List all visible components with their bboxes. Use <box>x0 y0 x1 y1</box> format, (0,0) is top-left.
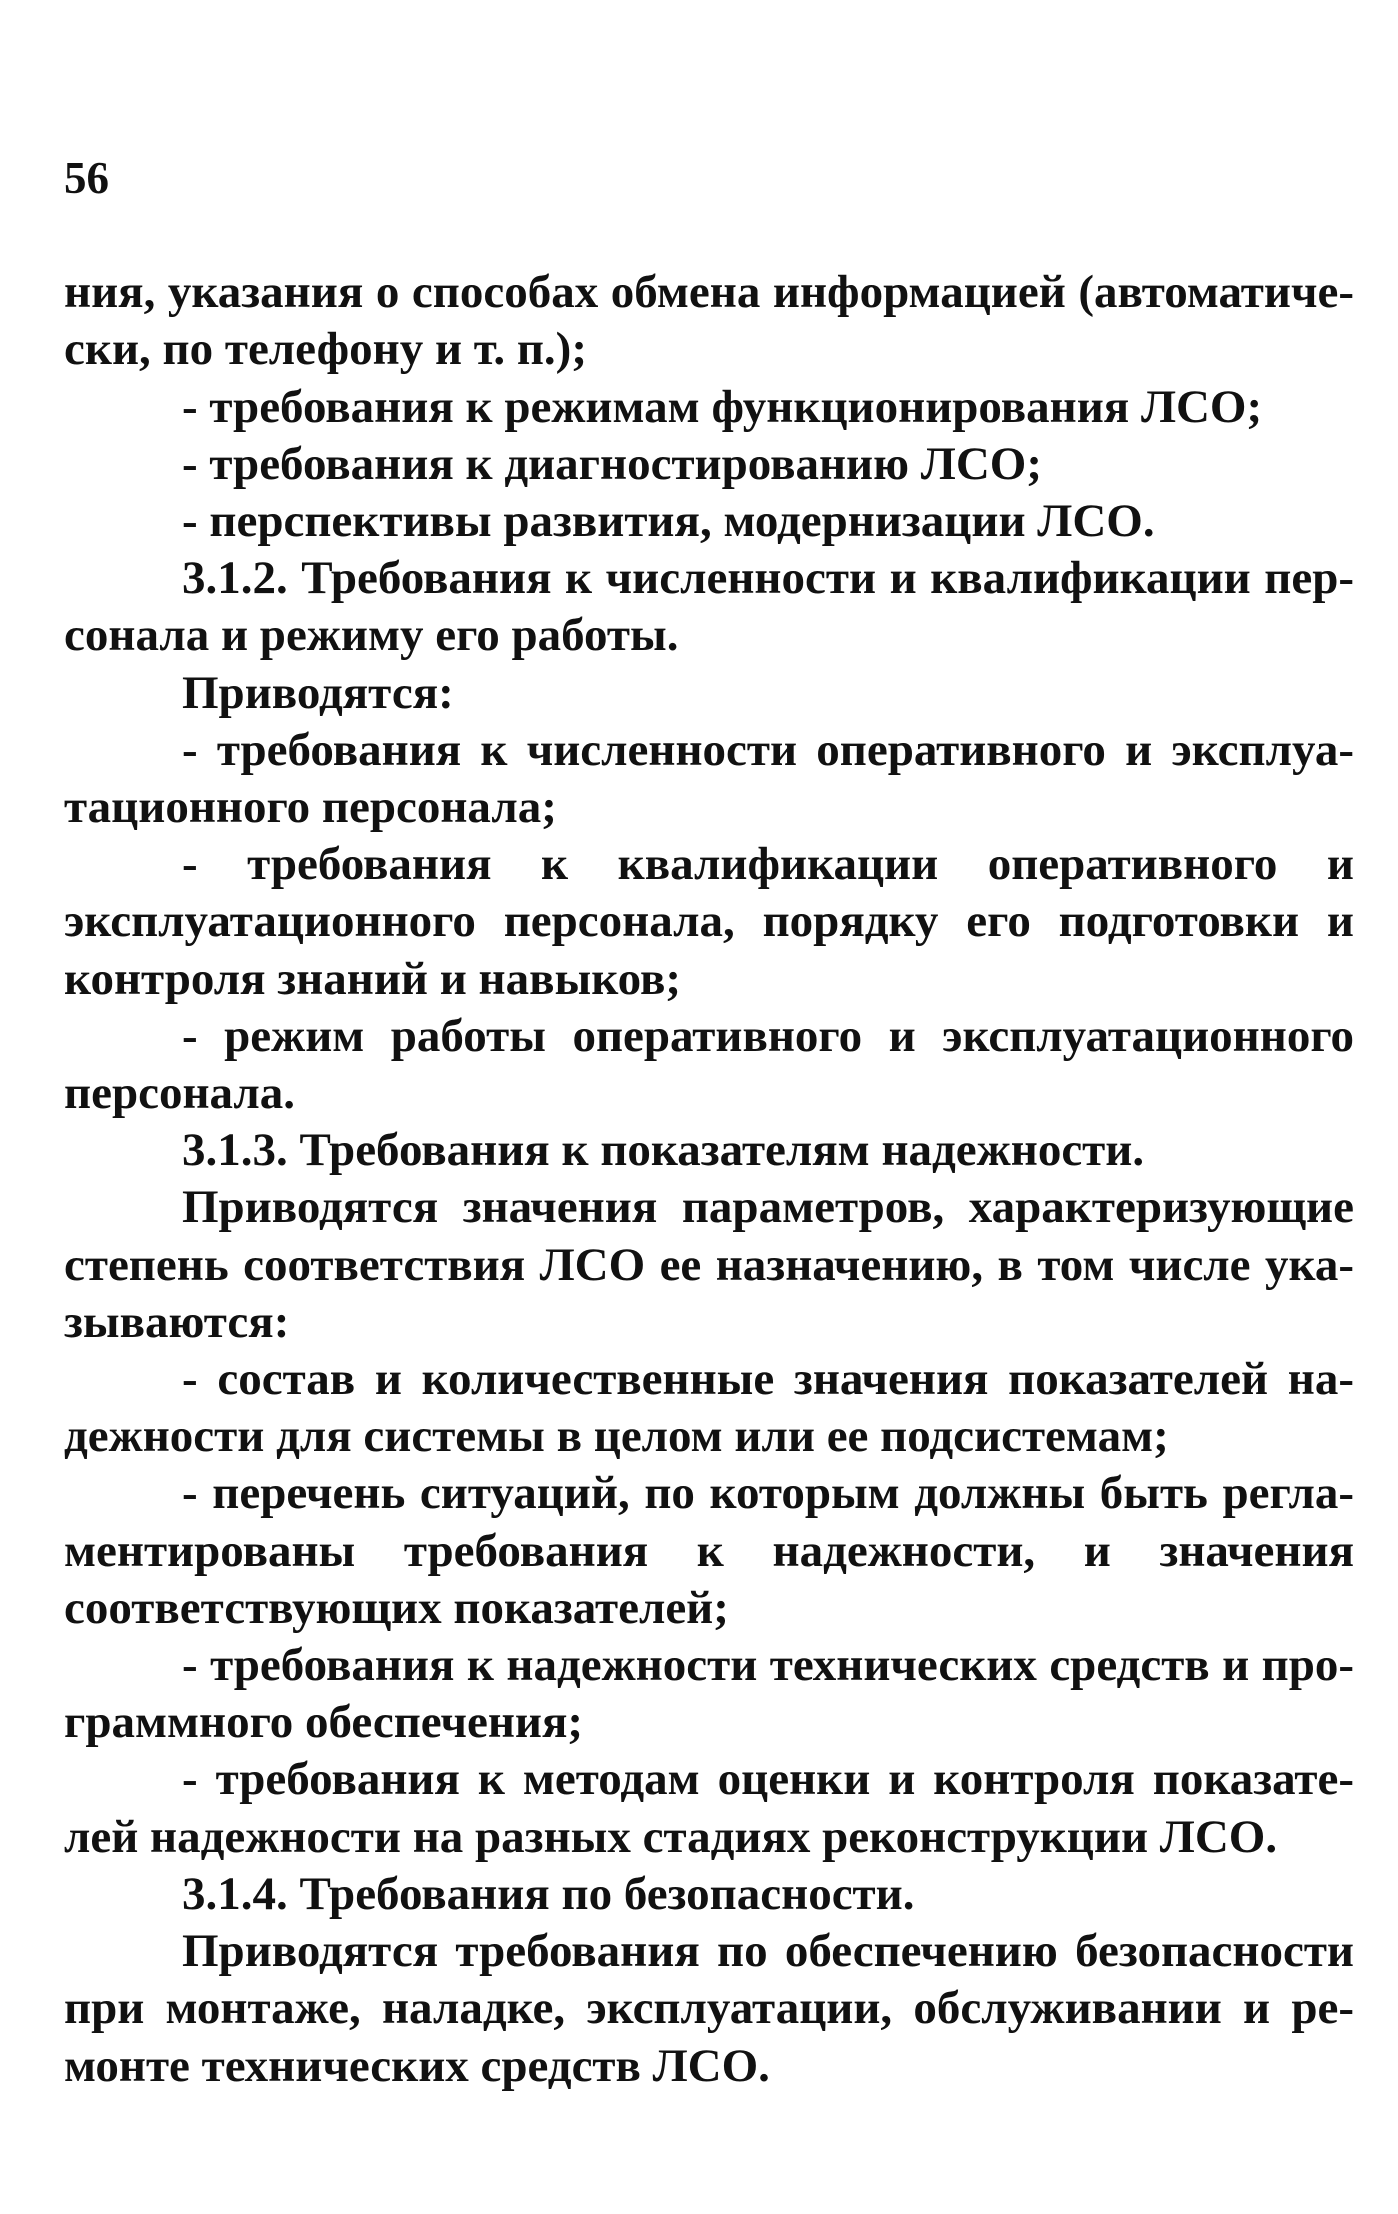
section-heading-3-1-4: 3.1.4. Требования по безопасности. <box>182 1867 915 1920</box>
document-page <box>64 150 1354 2095</box>
section-heading-3-1-2: 3.1.2. Требования к численности и квалификации персонала и режиму его работы. <box>64 552 1354 662</box>
list-item-reliability-indicators: - состав и количественные значения показателей надежности для системы в целом или ее подсистемам; <box>64 1353 1354 1463</box>
list-item-modes: - требования к режимам функционирования ЛСО; <box>182 380 1263 433</box>
paragraph-reliability: Приводятся значения параметров, характеризующие степень соответствия ЛСО ее назначению, в том числе указываются: <box>64 1181 1354 1348</box>
list-item-staff-count: - требования к численности оперативного и эксплуатационного персонала; <box>64 723 1354 834</box>
paragraph-continuation: ния, указания о способах обмена информацией (автоматически, по телефону и т. п.); <box>64 266 1354 376</box>
list-item-staff-qualification: - требования к квалификации оперативного и эксплуатационного персонала, порядку его подготовки и контроля знаний и навыков; <box>64 838 1354 1005</box>
section-heading-3-1-3: 3.1.3. Требования к показателям надежности. <box>182 1124 1145 1177</box>
paragraph-safety: Приводятся требования по обеспечению безопасности при монтаже, наладке, эксплуатации, обслуживании и ремонте технических средств ЛСО. <box>64 1925 1354 2092</box>
list-item-diagnostics: - требования к диагностированию ЛСО; <box>182 437 1042 490</box>
list-item-hardware-software: - требования к надежности технических средств и программного обеспечения; <box>64 1639 1354 1749</box>
paragraph-intro: Приводятся: <box>182 666 454 719</box>
list-item-work-mode: - режим работы оперативного и эксплуатационного персонала. <box>64 1009 1354 1120</box>
list-item-prospects: - перспективы развития, модернизации ЛСО. <box>182 495 1155 548</box>
list-item-situations: - перечень ситуаций, по которым должны быть регламентированы требования к надежности, и значения соответствующих показателей; <box>64 1467 1354 1634</box>
page-number: 56 <box>64 153 109 203</box>
list-item-evaluation-methods: - требования к методам оценки и контроля показателей надежности на разных стадиях реконструкции ЛСО. <box>64 1753 1354 1863</box>
